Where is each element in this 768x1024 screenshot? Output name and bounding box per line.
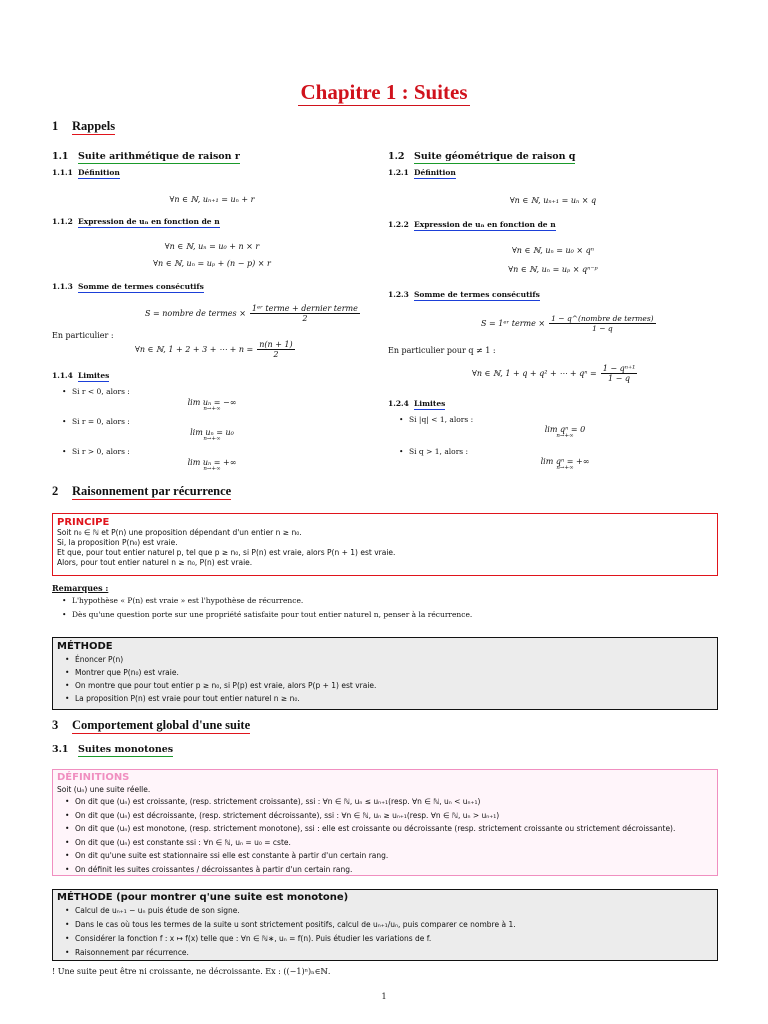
section-2-heading: 2 Raisonnement par récurrence: [52, 484, 232, 498]
arith-lim-3: lim uₙ = +∞ n→+∞: [187, 458, 237, 472]
arith-particular-label: En particulier :: [52, 331, 114, 340]
geo-sum-numerator: 1 − q^(nombre de termes): [551, 314, 654, 323]
geo-particular-denominator: 1 − q: [608, 374, 631, 383]
geo-lim-1: lim qⁿ = 0 n→+∞: [544, 425, 586, 439]
definition-item-2: • On dit que (uₙ) est décroissante, (resp. strictement décroissante), ssi : ∀n ∈ ℕ, uₙ ≥ uₙ₊₁(resp. ∀n ∈ ℕ, uₙ > uₙ₊₁): [65, 809, 713, 823]
methode-monotone-item-2: • Dans le cas où tous les termes de la suite u sont strictement positifs, calcul de uₙ₊₁/uₙ, puis comparer ce nombre à 1.: [65, 918, 713, 932]
methode-box: [52, 637, 718, 710]
arith-sum-heading: 1.1.3 Somme de termes consécutifs: [52, 282, 204, 291]
arith-lim-cond-3: • Si r > 0, alors :: [62, 447, 130, 456]
arith-particular-lhs: ∀n ∈ ℕ, 1 + 2 + 3 + ⋯ + n =: [135, 345, 254, 354]
geo-expr-heading: 1.2.2 Expression de uₙ en fonction de n: [388, 220, 556, 229]
geo-lim-2: lim qⁿ = +∞ n→+∞: [540, 457, 590, 471]
arith-def-formula: ∀n ∈ ℕ, uₙ₊₁ = uₙ + r: [169, 195, 255, 204]
arith-expr-heading: 1.1.2 Expression de uₙ en fonction de n: [52, 217, 220, 226]
definition-item-5: • On dit qu'une suite est stationnaire ssi elle est constante à partir d'un certain rang.: [65, 849, 713, 863]
methode-monotone-item-1: • Calcul de uₙ₊₁ − uₙ puis étude de son signe.: [65, 904, 713, 918]
arith-sum-formula: [145, 304, 360, 323]
arith-lim-cond-2: • Si r = 0, alors :: [62, 417, 130, 426]
arith-particular-formula: [135, 340, 295, 359]
geo-sum-lhs: S = 1ᵉʳ terme ×: [481, 319, 546, 328]
geo-sum-heading: 1.2.3 Somme de termes consécutifs: [388, 290, 540, 299]
remarque-item-2: • Dès qu'une question porte sur une propriété satisfaite pour tout entier naturel n, penser à la récurrence.: [62, 610, 472, 619]
methode-monotone-item-4: • Raisonnement par récurrence.: [65, 946, 713, 960]
principe-line-3: Et que, pour tout entier naturel p, tel que p ≥ n₀, si P(n) est vraie, alors P(n + 1) est vraie.: [57, 548, 396, 557]
geo-expr-formula-2: ∀n ∈ ℕ, uₙ = uₚ × qⁿ⁻ᵖ: [508, 265, 598, 274]
geo-heading: 1.2 Suite géométrique de raison q: [388, 151, 576, 162]
arith-sum-denominator: 2: [302, 314, 308, 323]
geo-sum-denominator: 1 − q: [592, 324, 613, 333]
arith-particular-numerator: n(n + 1): [259, 340, 293, 349]
principe-box: [52, 513, 718, 576]
geo-def-formula: ∀n ∈ ℕ, uₙ₊₁ = uₙ × q: [509, 196, 597, 205]
arith-def-heading: 1.1.1 Définition: [52, 168, 120, 177]
arith-lim-2: lim uₙ = u₀ n→+∞: [190, 428, 234, 442]
page-title: Chapitre 1 : Suites: [300, 80, 468, 104]
principe-line-4: Alors, pour tout entier naturel n ≥ n₀, P(n) est vraie.: [57, 558, 253, 567]
definition-item-1: • On dit que (uₙ) est croissante, (resp. strictement croissante), ssi : ∀n ∈ ℕ, uₙ ≤ uₙ₊₁(resp. ∀n ∈ ℕ, uₙ < uₙ₊₁): [65, 795, 713, 809]
principe-title: PRINCIPE: [57, 517, 110, 528]
arith-sum-numerator: 1ᵉʳ terme + dernier terme: [251, 304, 358, 313]
geo-particular-lhs: ∀n ∈ ℕ, 1 + q + q² + ⋯ + qⁿ =: [472, 369, 597, 378]
arith-expr-formula-1: ∀n ∈ ℕ, uₙ = u₀ + n × r: [164, 242, 260, 251]
section-1-heading: 1 Rappels: [52, 119, 116, 133]
page-number: 1: [381, 992, 387, 1001]
note-line: ! Une suite peut être ni croissante, ne décroissante. Ex : ((−1)ⁿ)ₙ∈ℕ.: [52, 967, 331, 976]
geo-particular-formula: [472, 364, 637, 383]
geo-lim-heading: 1.2.4 Limites: [388, 399, 446, 408]
definition-item-4: • On dit que (uₙ) est constante ssi : ∀n ∈ ℕ, uₙ = u₀ = cste.: [65, 836, 713, 850]
methode-item-3: • On montre que pour tout entier p ≥ n₀, si P(p) est vraie, alors P(p + 1) est vraie.: [65, 679, 713, 692]
principe-line-2: Si, la proposition P(n₀) est vraie.: [57, 538, 178, 547]
geo-def-heading: 1.2.1 Définition: [388, 168, 456, 177]
remarques-label: Remarques :: [52, 583, 109, 593]
methode-monotone-item-3: • Considérer la fonction f : x ↦ f(x) telle que : ∀n ∈ ℕ∗, uₙ = f(n). Puis étudier les variations de f.: [65, 932, 713, 946]
arith-sum-lhs: S = nombre de termes ×: [145, 309, 246, 318]
principe-line-1: Soit n₀ ∈ ℕ et P(n) une proposition dépendant d'un entier n ≥ n₀.: [57, 528, 302, 537]
arith-lim-1: lim uₙ = −∞ n→+∞: [187, 398, 237, 412]
definition-item-3: • On dit que (uₙ) est monotone, (resp. strictement monotone), ssi : elle est croissante ou décroissante (resp. strictement croissante ou strictement décroissante).: [65, 822, 713, 836]
geo-sum-formula: [481, 314, 656, 333]
geo-particular-numerator: 1 − qⁿ⁺¹: [602, 364, 636, 373]
arith-particular-denominator: 2: [273, 350, 279, 359]
definition-item-6: • On définit les suites croissantes / décroissantes à partir d'un certain rang.: [65, 863, 713, 877]
definitions-intro: Soit (uₙ) une suite réelle.: [57, 785, 151, 794]
geo-particular-label: En particulier pour q ≠ 1 :: [388, 346, 496, 355]
geo-lim-cond-1: • Si |q| < 1, alors :: [399, 415, 473, 424]
methode-item-2: • Montrer que P(n₀) est vraie.: [65, 666, 713, 679]
definitions-title: DÉFINITIONS: [57, 772, 130, 783]
geo-lim-cond-2: • Si q > 1, alors :: [399, 447, 468, 456]
arith-expr-formula-2: ∀n ∈ ℕ, uₙ = uₚ + (n − p) × r: [153, 259, 271, 268]
methode-monotone-box: [52, 889, 718, 961]
remarque-item-1: • L'hypothèse « P(n) est vraie » est l'hypothèse de récurrence.: [62, 596, 303, 605]
methode-item-1: • Énoncer P(n): [65, 653, 713, 666]
methode-monotone-title: MÉTHODE (pour montrer q'une suite est monotone): [57, 892, 349, 903]
definitions-box: [52, 769, 718, 876]
section-3-heading: 3 Comportement global d'une suite: [52, 718, 251, 732]
arith-heading: 1.1 Suite arithmétique de raison r: [52, 151, 240, 162]
methode-item-4: • La proposition P(n) est vraie pour tout entier naturel n ≥ n₀.: [65, 692, 713, 705]
arith-lim-heading: 1.1.4 Limites: [52, 371, 110, 380]
subsection-3-1-heading: 3.1 Suites monotones: [52, 744, 174, 755]
arith-lim-cond-1: • Si r < 0, alors :: [62, 387, 130, 396]
methode-title: MÉTHODE: [57, 641, 113, 652]
geo-expr-formula-1: ∀n ∈ ℕ, uₙ = u₀ × qⁿ: [511, 246, 595, 255]
